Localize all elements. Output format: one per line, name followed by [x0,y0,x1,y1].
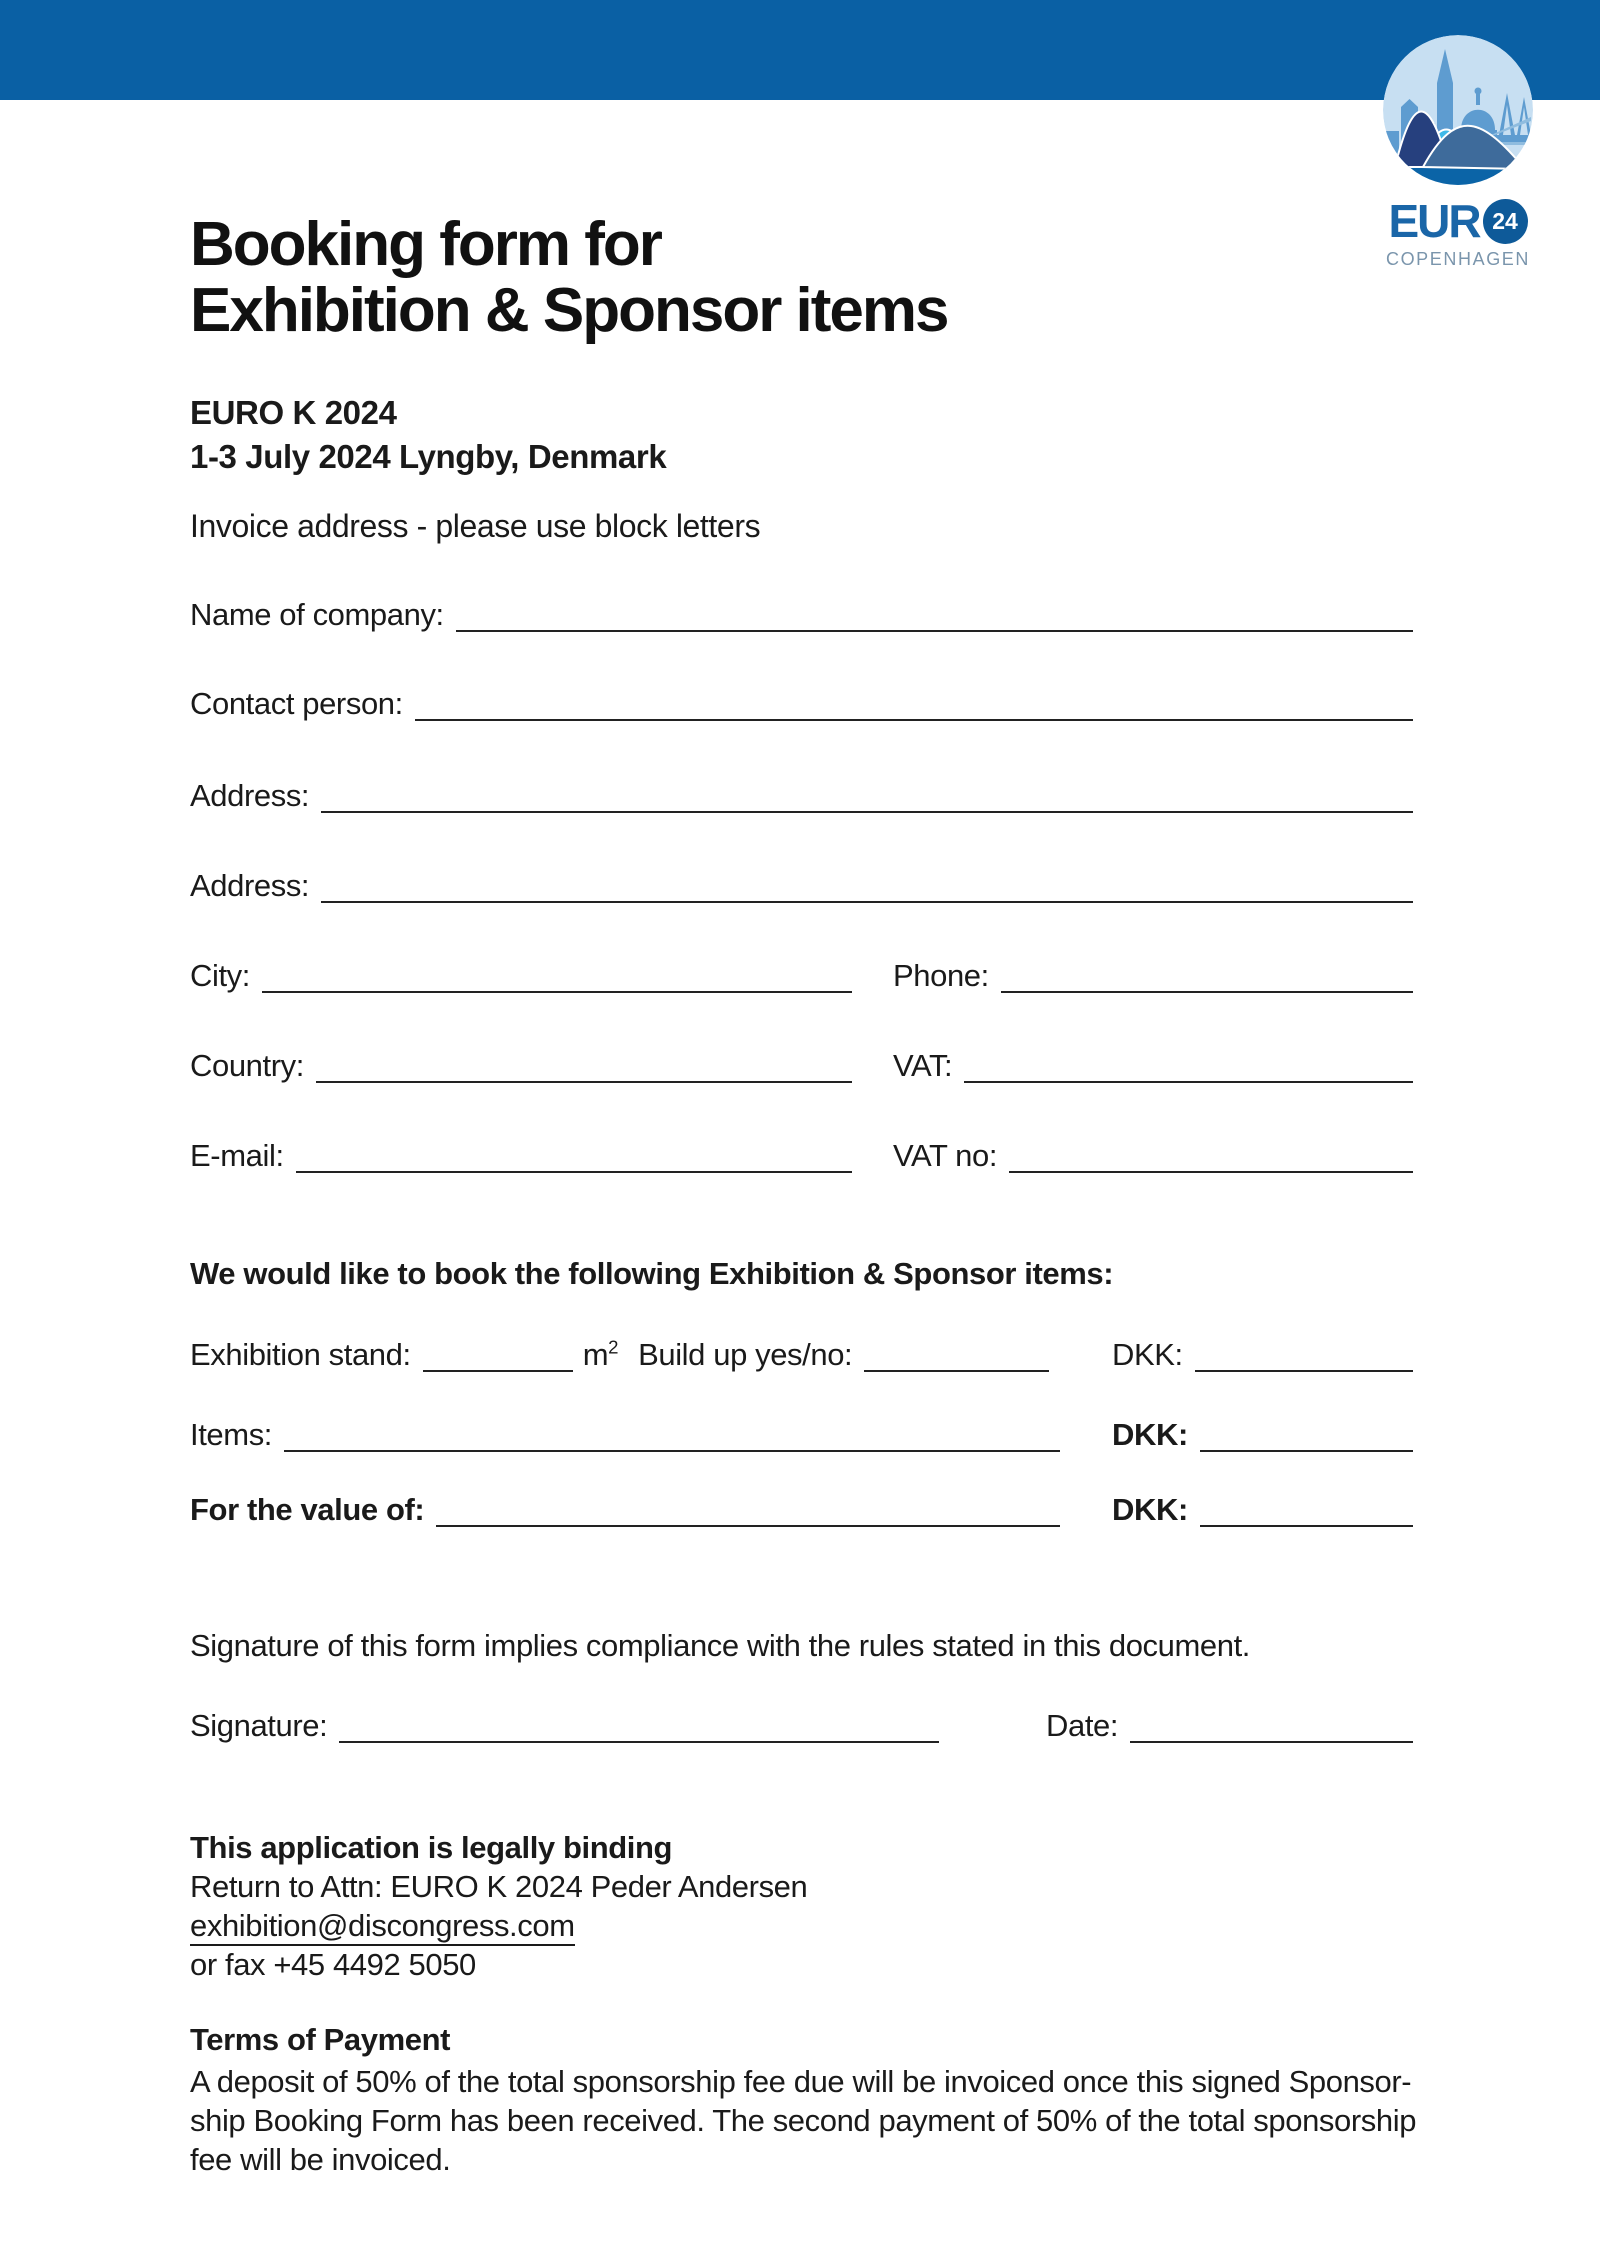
terms-line-1: A deposit of 50% of the total sponsorship fee due will be invoiced once this signed Sponsor- [190,2064,1412,2099]
items-input-line[interactable] [284,1408,1060,1452]
vat-no-row [893,1129,1413,1173]
signature-note: Signature of this form implies compliance with the rules stated in this document. [190,1628,1251,1663]
vat-no-label: VAT no: [893,1138,998,1174]
terms-of-payment-heading: Terms of Payment [190,2022,451,2057]
copenhagen-skyline-icon [1383,35,1533,185]
date-row [1046,1699,1413,1743]
vat-input-line[interactable] [964,1039,1413,1083]
event-name: EURO K 2024 [190,394,397,431]
return-info-block [190,1828,807,1984]
company-name-input-line[interactable] [456,588,1413,632]
title-line-1: Booking form for [190,210,661,279]
for-value-input-line[interactable] [436,1483,1060,1527]
superscript-2: 2 [608,1337,619,1359]
items-dkk-input-line[interactable] [1200,1408,1413,1452]
city-label: City: [190,958,251,994]
email-input-line[interactable] [296,1129,852,1173]
euro24-logo [1383,35,1533,270]
phone-input-line[interactable] [1001,949,1413,993]
phone-row [893,949,1413,993]
items-dkk-label: DKK: [1112,1417,1188,1453]
stand-size-input-line[interactable] [423,1328,573,1372]
for-value-row [190,1483,1060,1527]
email-row [190,1129,852,1173]
page-title [190,212,948,344]
value-dkk-label: DKK: [1112,1492,1188,1528]
for-value-label: For the value of: [190,1492,425,1528]
terms-line-2: ship Booking Form has been received. The second payment of 50% of the total sponsorship [190,2103,1417,2138]
legally-binding-note: This application is legally binding [190,1830,673,1865]
exhibition-stand-row [190,1328,1090,1372]
phone-label: Phone: [893,958,989,994]
terms-line-3: fee will be invoiced. [190,2142,451,2177]
items-dkk-row [1112,1408,1413,1452]
address2-row [190,859,1413,903]
contact-person-input-line[interactable] [415,677,1413,721]
company-name-label: Name of company: [190,597,444,633]
items-label: Items: [190,1417,273,1453]
build-up-input-line[interactable] [864,1328,1049,1372]
vat-label: VAT: [893,1048,953,1084]
date-input-line[interactable] [1130,1699,1413,1743]
invoice-note: Invoice address - please use block letters [190,508,761,544]
build-up-label: Build up yes/no: [638,1337,853,1373]
items-row [190,1408,1060,1452]
value-dkk-row [1112,1483,1413,1527]
contact-person-row [190,677,1413,721]
address2-label: Address: [190,868,310,904]
stand-dkk-input-line[interactable] [1195,1328,1413,1372]
date-label: Date: [1046,1708,1119,1744]
country-label: Country: [190,1048,304,1084]
stand-dkk-label: DKK: [1112,1337,1183,1373]
city-row [190,949,852,993]
euro-text: EUR [1388,195,1480,247]
copenhagen-label: COPENHAGEN [1385,249,1531,269]
badge-24: 24 [1483,199,1528,244]
booking-section-heading: We would like to book the following Exhibition & Sponsor items: [190,1256,1114,1291]
contact-person-label: Contact person: [190,686,403,722]
fax-line: or fax +45 4492 5050 [190,1947,476,1982]
stand-dkk-row [1112,1328,1413,1372]
signature-input-line[interactable] [339,1699,939,1743]
signature-row [190,1699,939,1743]
value-dkk-input-line[interactable] [1200,1483,1413,1527]
euro24-wordmark [1383,195,1533,247]
city-input-line[interactable] [262,949,852,993]
exhibition-email-link[interactable]: exhibition@discongress.com [190,1908,575,1946]
address1-label: Address: [190,778,310,814]
return-to-line: Return to Attn: EURO K 2024 Peder Andersen [190,1869,808,1904]
country-row [190,1039,852,1083]
exhibition-stand-label: Exhibition stand: [190,1337,411,1373]
vat-row [893,1039,1413,1083]
title-line-2: Exhibition & Sponsor items [190,276,948,345]
address2-input-line[interactable] [321,859,1413,903]
address1-input-line[interactable] [321,769,1413,813]
square-meter-unit: $m^2$ [582,1337,619,1373]
terms-of-payment-text [190,2062,1416,2179]
vat-no-input-line[interactable] [1009,1129,1413,1173]
signature-label: Signature: [190,1708,328,1744]
company-name-row [190,588,1413,632]
email-label: E-mail: [190,1138,284,1174]
address1-row [190,769,1413,813]
event-date: 1-3 July 2024 Lyngby, Denmark [190,438,667,475]
header-bar [0,0,1600,100]
country-input-line[interactable] [316,1039,852,1083]
